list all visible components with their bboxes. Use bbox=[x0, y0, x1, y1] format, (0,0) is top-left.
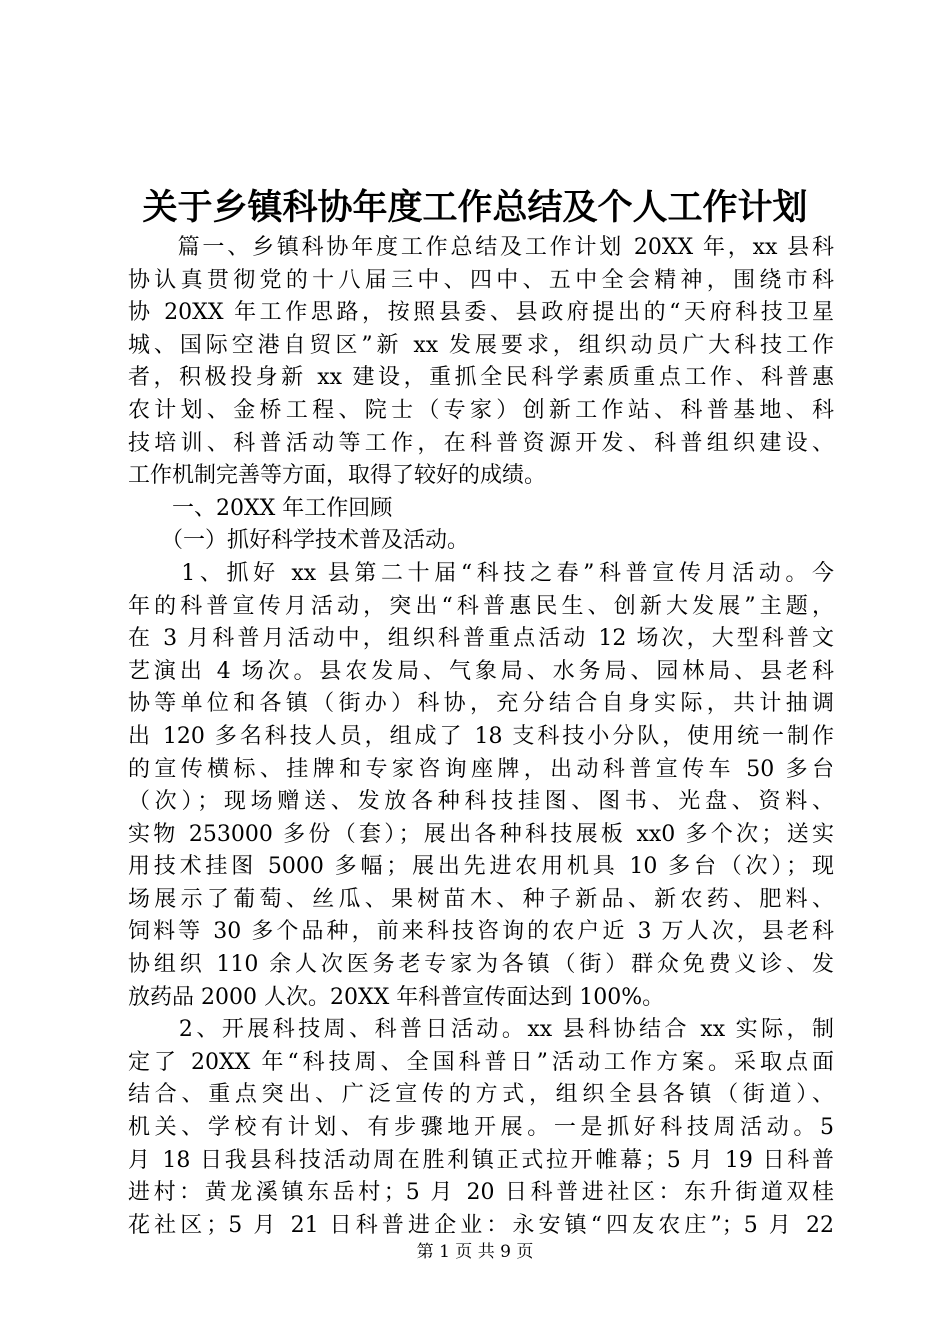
text-line: 1、抓好 xx 县第二十届“科技之春”科普宣传月活动。今 bbox=[128, 560, 834, 586]
text-line: 用技术挂图 5000 多幅；展出先进农用机具 10 多台（次）；现 bbox=[128, 854, 834, 880]
text-line: 农计划、金桥工程、院士（专家）创新工作站、科普基地、科 bbox=[128, 397, 834, 423]
text-line: （次）；现场赠送、发放各种科技挂图、图书、光盘、资料、 bbox=[128, 789, 834, 815]
text-line: 协等单位和各镇（街办）科协，充分结合自身实际，共计抽调 bbox=[128, 691, 834, 717]
text-line: 者，积极投身新 xx 建设，重抓全民科学素质重点工作、科普惠 bbox=[128, 365, 834, 391]
text-line: 在 3 月科普月活动中，组织科普重点活动 12 场次，大型科普文 bbox=[128, 626, 834, 652]
text-line: 艺演出 4 场次。县农发局、气象局、水务局、园林局、县老科 bbox=[128, 658, 834, 684]
text-line: 协 20XX 年工作思路，按照县委、县政府提出的“天府科技卫星 bbox=[128, 300, 834, 326]
document-title: 关于乡镇科协年度工作总结及个人工作计划 bbox=[142, 188, 808, 228]
text-line: 月 18 日我县科技活动周在胜利镇正式拉开帷幕；5 月 19 日科普 bbox=[128, 1147, 834, 1173]
text-line: 饲料等 30 多个品种，前来科技咨询的农户近 3 万人次，县老科 bbox=[128, 919, 834, 945]
text-line: 实物 253000 多份（套）；展出各种科技展板 xx0 多个次；送实 bbox=[128, 821, 834, 847]
text-line: 2、开展科技周、科普日活动。xx 县科协结合 xx 实际，制 bbox=[128, 1017, 834, 1043]
text-line: 机关、学校有计划、有步骤地开展。一是抓好科技周活动。5 bbox=[128, 1115, 834, 1141]
text-line: 放药品 2000 人次。20XX 年科普宣传面达到 100%。 bbox=[128, 984, 665, 1010]
text-line: 花社区；5 月 21 日科普进企业：永安镇“四友农庄”；5 月 22 bbox=[128, 1212, 834, 1238]
text-line: 一、20XX 年工作回顾 bbox=[128, 495, 393, 521]
text-line: 协认真贯彻党的十八届三中、四中、五中全会精神，围绕市科 bbox=[128, 267, 834, 293]
text-line: 篇一、乡镇科协年度工作总结及工作计划 20XX 年，xx 县科 bbox=[128, 235, 834, 260]
text-line: 年的科普宣传月活动，突出“科普惠民生、创新大发展”主题， bbox=[128, 593, 834, 619]
text-line: 进村：黄龙溪镇东岳村；5 月 20 日科普进社区：东升街道双桂 bbox=[128, 1180, 834, 1206]
text-line: 工作机制完善等方面，取得了较好的成绩。 bbox=[128, 463, 547, 489]
text-line: 场展示了葡萄、丝瓜、果树苗木、种子新品、新农药、肥料、 bbox=[128, 886, 834, 912]
document-body bbox=[128, 232, 834, 1242]
text-line: 城、国际空港自贸区”新 xx 发展要求，组织动员广大科技工作 bbox=[128, 332, 834, 358]
text-line: （一）抓好科学技术普及活动。 bbox=[128, 528, 470, 554]
text-line: 结合、重点突出、广泛宣传的方式，组织全县各镇（街道）、 bbox=[128, 1082, 834, 1108]
text-line: 定了 20XX 年“科技周、全国科普日”活动工作方案。采取点面 bbox=[128, 1049, 834, 1075]
text-line: 的宣传横标、挂牌和专家咨询座牌，出动科普宣传车 50 多台 bbox=[128, 756, 834, 782]
text-line: 技培训、科普活动等工作，在科普资源开发、科普组织建设、 bbox=[128, 430, 834, 456]
text-line: 出 120 多名科技人员，组成了 18 支科技小分队，使用统一制作 bbox=[128, 723, 834, 749]
page-footer: 第 1 页 共 9 页 bbox=[416, 1242, 534, 1262]
text-line: 协组织 110 余人次医务老专家为各镇（街）群众免费义诊、发 bbox=[128, 952, 834, 978]
